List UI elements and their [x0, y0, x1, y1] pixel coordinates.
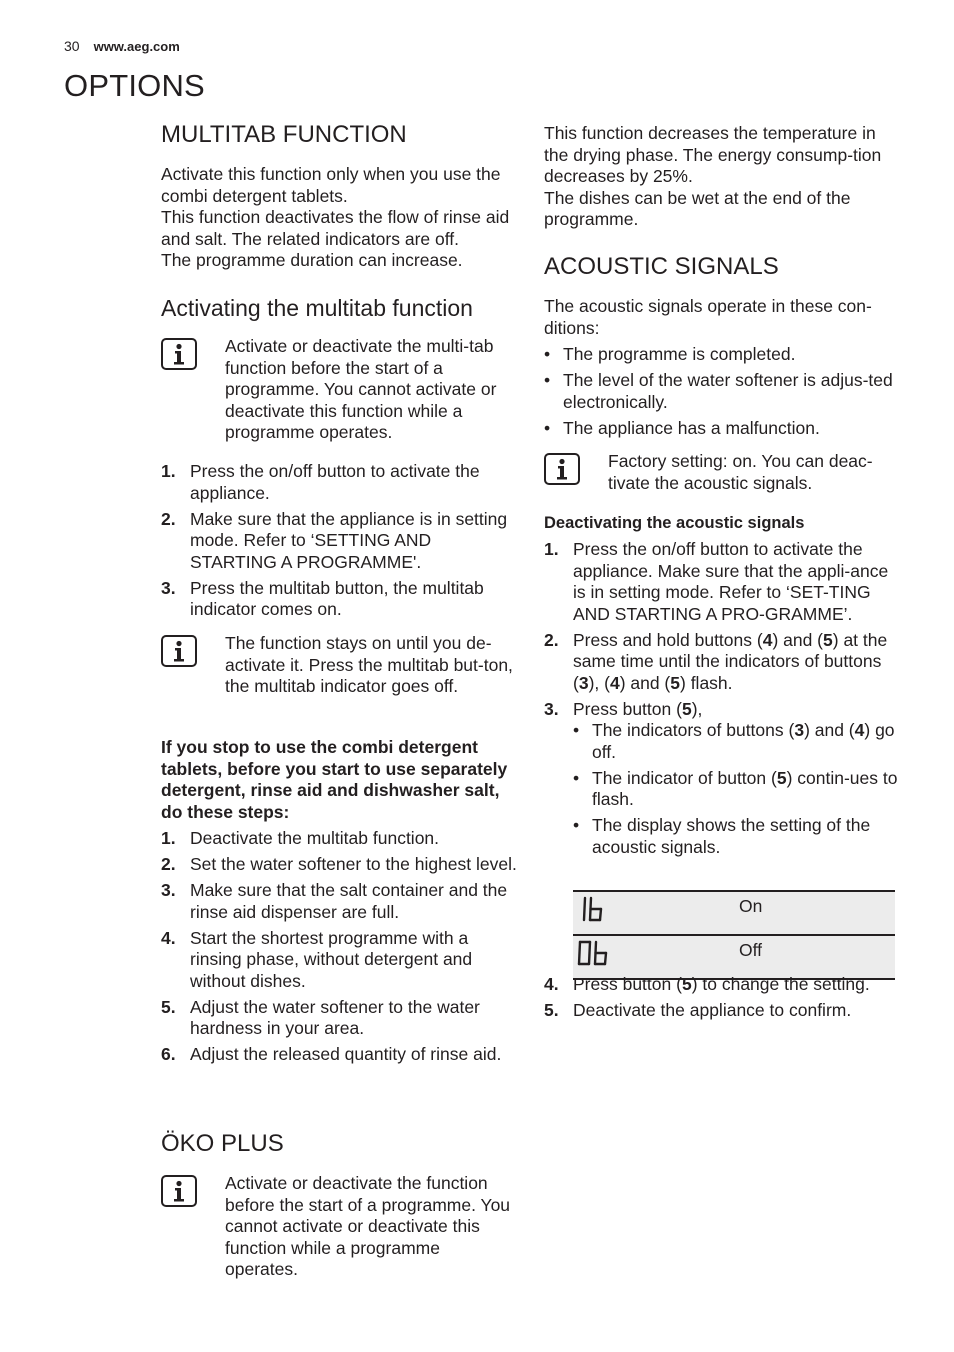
website-link[interactable]: www.aeg.com — [93, 39, 180, 54]
setting-value: Off — [739, 935, 895, 979]
list-item: 2. Set the water softener to the highest level. — [161, 854, 517, 874]
seven-segment-0b-icon — [575, 936, 619, 970]
info-icon — [544, 453, 580, 485]
list-item: 4. Press button (5) to change the setting. — [544, 974, 870, 994]
multitab-section — [161, 120, 517, 272]
list-item: • The appliance has a malfunction. — [544, 417, 820, 438]
page-header — [64, 38, 180, 54]
info-note-text: Activate or deactivate the function before the start of a programme. You cannot activate or deactivate this function while a programme operates. — [225, 1173, 511, 1279]
list-item: 1. Press the on/off button to activate the appliance. — [161, 461, 480, 503]
display-cell — [573, 935, 739, 979]
list-item: • The indicator of button (5) contin-ues to flash. — [573, 767, 898, 809]
setting-value: On — [739, 891, 895, 935]
oko-title: ÖKO PLUS — [161, 1130, 284, 1157]
list-item: 3. Make sure that the salt container and the rinse aid dispenser are full. — [161, 880, 508, 922]
info-note-function-stays — [161, 633, 517, 698]
table-row — [573, 891, 895, 935]
multitab-title: MULTITAB FUNCTION — [161, 121, 407, 148]
list-item: 5. Adjust the water softener to the water hardness in your area. — [161, 996, 480, 1038]
page-number: 30 — [64, 38, 80, 54]
info-icon — [161, 338, 197, 370]
list-item: • The programme is completed. — [544, 344, 796, 364]
activating-section — [161, 293, 517, 444]
acoustic-intro: The acoustic signals operate in these con-ditions: — [544, 296, 872, 338]
oko-desc-2: The dishes can be wet at the end of the programme. — [544, 187, 851, 229]
info-icon — [161, 635, 197, 667]
deactivate-heading: Deactivating the acoustic signals — [544, 514, 805, 532]
activating-title: Activating the multitab function — [161, 295, 473, 321]
list-item: 3. Press the multitab button, the multitab indicator comes on. — [161, 577, 484, 619]
list-item: • The indicators of buttons (3) and (4) go off. — [573, 720, 895, 762]
acoustic-title: ACOUSTIC SIGNALS — [544, 253, 779, 280]
activating-steps — [161, 461, 517, 625]
list-item: 5. Deactivate the appliance to confirm. — [544, 1000, 852, 1020]
info-note-text: Activate or deactivate the multi-tab function before the start of a programme. You cannot activate or deactivate this function while a programme operates. — [225, 336, 497, 442]
table-row — [573, 935, 895, 979]
deactivate-steps-cont — [544, 974, 900, 1026]
list-item: • The level of the water softener is adjus-ted electronically. — [544, 370, 893, 412]
list-item: 4. Start the shortest programme with a rinsing phase, without detergent and without dishes. — [161, 927, 473, 991]
info-icon — [161, 1175, 197, 1207]
page-title: OPTIONS — [64, 68, 205, 103]
list-item: 3. Press button (5), • The indicators of buttons (3) and (4) go off. • The indicator of button (5) contin-ues to flash. • The display shows the setting of the acoustic signals. — [544, 699, 900, 859]
list-item: 2. Make sure that the appliance is in setting mode. Refer to ‘SETTING AND STARTING A PROGRAMME'. — [161, 508, 508, 572]
oko-section — [161, 1129, 517, 1281]
acoustic-section — [544, 252, 900, 444]
stop-heading: If you stop to use the combi detergent tablets, before you start to use separately detergent, rinse aid and dishwasher salt, do these steps: — [161, 737, 508, 822]
oko-description — [544, 123, 900, 231]
list-item: 1. Press the on/off button to activate the appliance. Make sure that the appli-ance is in setting mode. Refer to ‘SET-TING AND STARTING A PRO-GRAMME’. — [544, 539, 889, 624]
settings-table — [573, 890, 895, 980]
list-item: 2. Press and hold buttons (4) and (5) at the same time until the indicators of buttons (3), (4) and (5) flash. — [544, 629, 888, 693]
display-cell — [573, 891, 739, 935]
deactivate-section — [544, 513, 900, 863]
list-item: 1. Deactivate the multitab function. — [161, 828, 440, 848]
seven-segment-1b-icon — [575, 892, 615, 926]
list-item: 6. Adjust the released quantity of rinse aid. — [161, 1044, 502, 1064]
info-note-text: The function stays on until you de-activate it. Press the multitab but-ton, the multitab indicator goes off. — [225, 633, 513, 696]
info-note-oko — [161, 1173, 517, 1281]
list-item: • The display shows the setting of the acoustic signals. — [573, 815, 871, 857]
info-note-multitab — [161, 336, 517, 444]
multitab-intro-3: The programme duration can increase. — [161, 250, 463, 270]
info-note-text: Factory setting: on. You can deac-tivate the acoustic signals. — [608, 451, 873, 493]
oko-desc-1: This function decreases the temperature in the drying phase. The energy consump-tion decreases by 25%. — [544, 123, 882, 186]
stop-section — [161, 737, 517, 1070]
info-note-acoustic — [544, 451, 900, 494]
multitab-intro-1: Activate this function only when you use the combi detergent tablets. — [161, 164, 501, 206]
multitab-intro-2: This function deactivates the flow of rinse aid and salt. The related indicators are off. — [161, 207, 510, 249]
